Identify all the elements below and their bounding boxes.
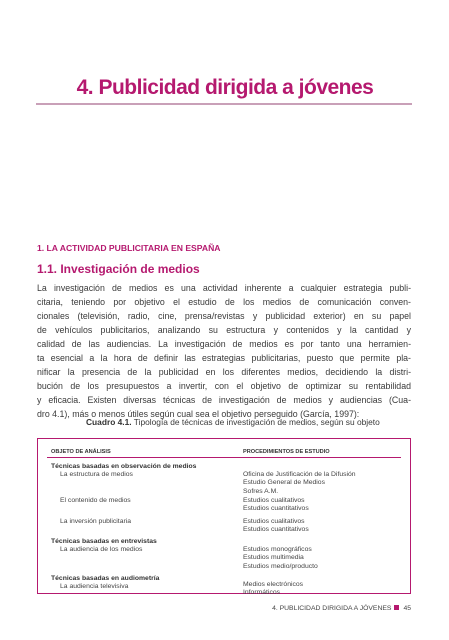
procedure-item: Estudio General de Medios: [243, 479, 325, 487]
page-footer: [272, 605, 411, 612]
body-line: nificar la presencia de la publicidad en los diferentes medios, decidiendo la distri-: [37, 367, 411, 377]
table-cell-procedimientos: [243, 581, 303, 598]
subsection-heading: 1.1. Investigación de medios: [37, 262, 200, 276]
table-cell-procedimientos: [243, 518, 309, 535]
procedure-item: Oficina de Justificación de la Difusión: [243, 471, 356, 478]
procedure-item: Medios electrónicos: [243, 581, 304, 588]
body-line: calidad de las audiencias. La investigación de medios es por tanto una herramien-: [37, 339, 411, 349]
procedure-item: Estudios medio/producto: [243, 562, 318, 570]
procedure-item: Estudios cualitativos: [243, 518, 305, 525]
table-cell-objeto: El contenido de medios: [60, 497, 131, 504]
table-cell-objeto: La audiencia de los medios: [60, 546, 143, 553]
table-header-objeto: OBJETO DE ANÁLISIS: [51, 449, 111, 455]
body-line: y eficacia. Existen diversas técnicas de investigación de medios y audiencias (Cua-: [37, 395, 411, 405]
table-cell-procedimientos: [243, 546, 318, 571]
body-paragraph: [37, 281, 411, 421]
table-group-title: Técnicas basadas en audiometría: [51, 575, 160, 582]
table-header-procedimientos: PROCEDIMIENTOS DE ESTUDIO: [243, 449, 330, 455]
table-group-title: Técnicas basadas en entrevistas: [51, 538, 157, 545]
body-line: citaria, teniendo por objetivo el estudio de los medios de comunicación conven-: [37, 297, 411, 307]
table-caption: [86, 417, 380, 427]
square-bullet-icon: [394, 605, 399, 610]
procedure-item: Sofres A.M.: [243, 487, 279, 495]
chapter-title: 4. Publicidad dirigida a jóvenes: [76, 76, 374, 99]
table-cell-objeto: La audiencia televisiva: [60, 583, 129, 590]
body-line: ta esencial a la hora de definir las estrategias publicitarias, puesto que permite pla-: [37, 353, 411, 363]
table-cell-procedimientos: [243, 497, 309, 514]
section-heading: 1. LA ACTIVIDAD PUBLICITARIA EN ESPAÑA: [37, 243, 221, 253]
procedure-item: Estudios monográficos: [243, 546, 312, 553]
page-number: 45: [403, 605, 411, 612]
body-line: bución de los presupuestos a invertir, con el objetivo de optimizar su rentabilidad: [37, 381, 411, 391]
body-line: cionales (televisión, radio, cine, prensa/revistas y publicidad exterior) en su papel: [37, 311, 411, 321]
body-line: dro 4.1), más o menos útiles según cual sea el objetivo perseguido (García, 1997):: [37, 409, 360, 419]
body-line: La investigación de medios es una actividad inherente a cualquier estrategia publi-: [37, 283, 411, 293]
procedure-item: Estudios cuantitativos: [243, 526, 309, 534]
procedure-item: Informáticos: [243, 589, 281, 597]
title-divider: [36, 103, 412, 105]
table-group-title: Técnicas basadas en observación de medios: [51, 463, 197, 470]
body-line: de vehículos publicitarios, analizando su estructura y contenidos y la cantidad y: [37, 325, 411, 335]
table-header-rule: [47, 457, 401, 458]
table-cell-objeto: La estructura de medios: [60, 471, 133, 478]
table-cell-objeto: La inversión publicitaria: [60, 518, 132, 525]
table: [37, 438, 411, 597]
procedure-item: Estudios multimedia: [243, 554, 304, 562]
running-head: 4. PUBLICIDAD DIRIGIDA A JÓVENES: [272, 605, 392, 612]
table-caption-text: Tipología de técnicas de investigación de medios, según su objeto: [131, 417, 380, 427]
procedure-item: Estudios cuantitativos: [243, 505, 309, 513]
table-caption-label: Cuadro 4.1.: [86, 417, 132, 427]
procedure-item: Estudios cualitativos: [243, 497, 305, 504]
table-cell-procedimientos: [243, 471, 356, 496]
